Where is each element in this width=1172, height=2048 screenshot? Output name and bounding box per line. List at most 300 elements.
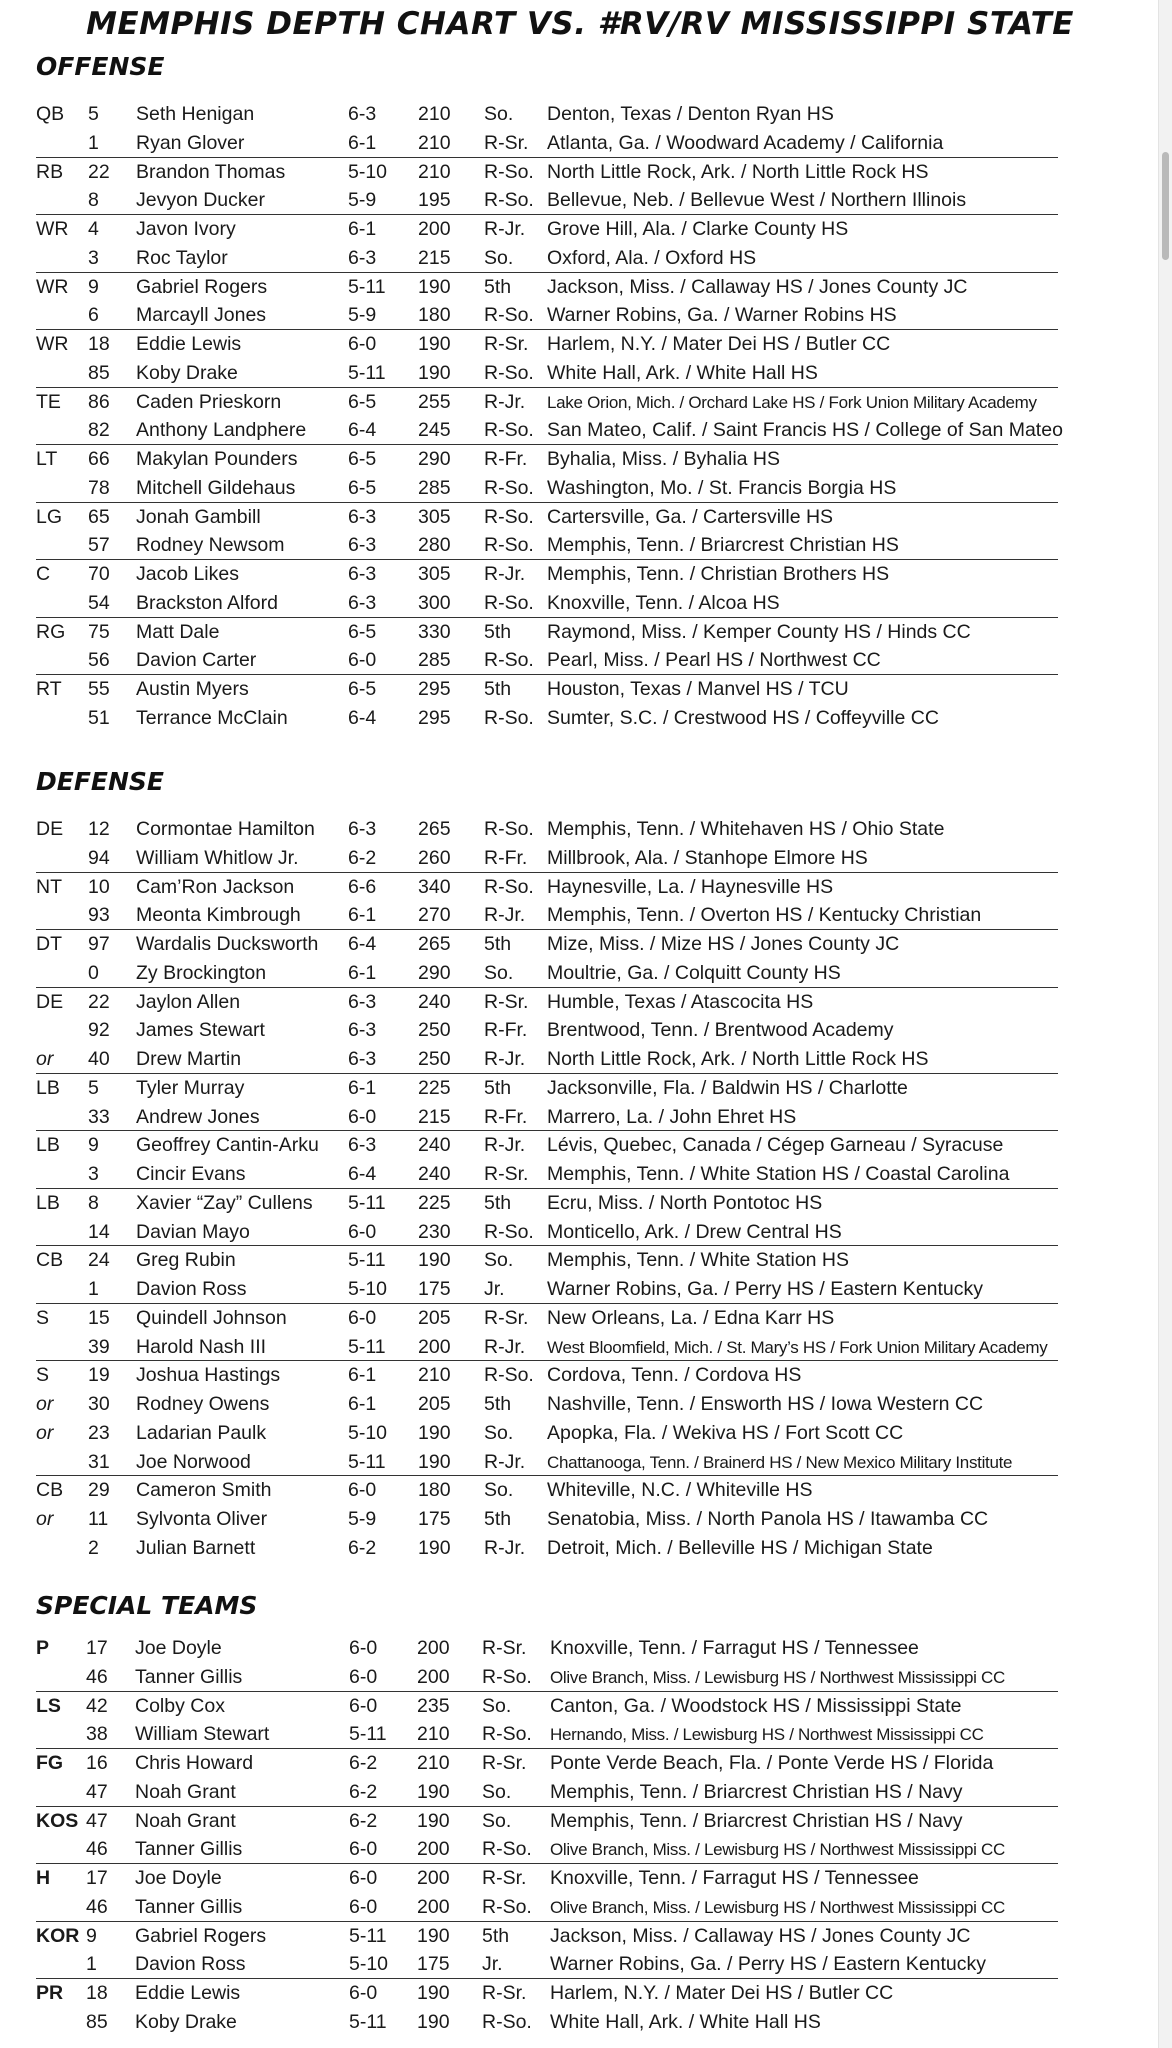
player-name-cell: Koby Drake [135, 2010, 237, 2033]
weight-cell: 285 [418, 476, 451, 499]
jersey-number-cell: 19 [88, 1364, 110, 1387]
roster-row [36, 2008, 1058, 2037]
position-cell: KOS [36, 1809, 79, 1832]
jersey-number-cell: 85 [88, 361, 110, 384]
class-year-cell: R-So. [482, 1665, 532, 1688]
roster-row [36, 646, 1058, 675]
class-year-cell: R-Sr. [482, 1637, 527, 1659]
jersey-number-cell: 30 [88, 1393, 110, 1415]
roster-row [36, 1979, 1058, 2008]
jersey-number-cell: 56 [88, 649, 110, 672]
roster-row [36, 1160, 1058, 1189]
player-name-cell: Marcayll Jones [136, 304, 267, 327]
weight-cell: 180 [418, 304, 451, 327]
class-year-cell: 5th [484, 678, 512, 700]
height-cell: 6-3 [348, 103, 377, 125]
player-name-cell: Anthony Landphere [136, 419, 307, 442]
class-year-cell: 5th [484, 620, 512, 643]
weight-cell: 200 [417, 1895, 450, 1918]
jersey-number-cell: 4 [88, 218, 99, 240]
roster-row [36, 215, 1058, 244]
roster-row [36, 1534, 1058, 1563]
jersey-number-cell: 15 [88, 1306, 110, 1329]
roster-row [36, 1692, 1058, 1721]
roster-row [36, 1304, 1058, 1333]
height-cell: 5-11 [349, 2010, 387, 2033]
position-cell: RB [36, 160, 64, 183]
hometown-cell: White Hall, Ark. / White Hall HS [550, 2010, 821, 2033]
player-name-cell: Matt Dale [136, 620, 220, 643]
hometown-cell: Olive Branch, Miss. / Lewisburg HS / Northwest Mississippi CC [550, 1667, 1005, 1687]
roster-row [36, 416, 1063, 445]
height-cell: 6-0 [349, 1637, 378, 1659]
weight-cell: 215 [418, 1105, 451, 1128]
weight-cell: 200 [417, 1838, 450, 1861]
class-year-cell: R-So. [482, 1723, 532, 1746]
weight-cell: 255 [418, 390, 451, 413]
height-cell: 6-1 [348, 131, 377, 154]
class-year-cell: So. [484, 103, 514, 125]
player-name-cell: Mitchell Gildehaus [136, 476, 296, 499]
jersey-number-cell: 1 [88, 1278, 99, 1300]
class-year-cell: R-Jr. [484, 390, 526, 413]
class-year-cell: Jr. [484, 1278, 505, 1300]
player-name-cell: Brackston Alford [136, 591, 278, 614]
roster-row [36, 301, 1058, 330]
weight-cell: 245 [418, 419, 451, 442]
player-name-cell: Cincir Evans [136, 1163, 246, 1185]
height-cell: 5-11 [349, 1723, 387, 1746]
hometown-cell: Canton, Ga. / Woodstock HS / Mississippi State [550, 1694, 962, 1717]
roster-row [36, 1189, 1058, 1218]
jersey-number-cell: 3 [88, 246, 99, 269]
position-cell: RT [36, 678, 62, 700]
roster-row [36, 1045, 1058, 1074]
height-cell: 6-1 [348, 904, 377, 927]
weight-cell: 200 [417, 1637, 450, 1659]
hometown-cell: Whiteville, N.C. / Whiteville HS [547, 1479, 813, 1502]
jersey-number-cell: 18 [86, 1982, 108, 2004]
hometown-cell: Denton, Texas / Denton Ryan HS [547, 103, 834, 125]
player-name-cell: Tanner Gillis [135, 1665, 243, 1688]
roster-row [36, 589, 1058, 618]
special-teams-heading: SPECIAL TEAMS [36, 1591, 258, 1620]
height-cell: 6-3 [348, 1048, 377, 1070]
class-year-cell: R-Sr. [484, 990, 529, 1013]
class-year-cell: 5th [484, 275, 512, 298]
weight-cell: 190 [417, 1780, 450, 1803]
jersey-number-cell: 70 [88, 563, 110, 585]
defense-heading: DEFENSE [36, 767, 164, 796]
hometown-cell: West Bloomfield, Mich. / St. Mary’s HS / Fork Union Military Academy [547, 1337, 1048, 1357]
roster-row [36, 1448, 1058, 1477]
class-year-cell: 5th [484, 1508, 512, 1530]
class-year-cell: So. [484, 1479, 514, 1502]
roster-row [36, 1016, 1058, 1045]
hometown-cell: Memphis, Tenn. / Overton HS / Kentucky Christian [547, 904, 982, 927]
class-year-cell: R-So. [484, 505, 534, 528]
jersey-number-cell: 5 [88, 103, 99, 125]
jersey-number-cell: 17 [86, 1867, 108, 1889]
jersey-number-cell: 65 [88, 505, 110, 528]
jersey-number-cell: 57 [88, 534, 110, 557]
special-teams-roster [36, 1634, 1058, 2037]
roster-row [36, 844, 1058, 873]
jersey-number-cell: 10 [88, 875, 110, 898]
position-cell: LB [36, 1191, 60, 1214]
roster-row [36, 474, 1058, 503]
height-cell: 6-0 [348, 1220, 377, 1243]
player-name-cell: Geoffrey Cantin-Arku [136, 1134, 319, 1157]
hometown-cell: Ecru, Miss. / North Pontotoc HS [547, 1191, 823, 1214]
weight-cell: 190 [418, 1421, 451, 1444]
hometown-cell: Sumter, S.C. / Crestwood HS / Coffeyville CC [547, 706, 939, 729]
height-cell: 6-5 [348, 620, 377, 643]
hometown-cell: Knoxville, Tenn. / Farragut HS / Tennessee [550, 1867, 919, 1889]
hometown-cell: Jackson, Miss. / Callaway HS / Jones County JC [550, 1924, 971, 1947]
hometown-cell: Lévis, Quebec, Canada / Cégep Garneau / Syracuse [547, 1134, 1004, 1157]
roster-row [36, 560, 1058, 589]
class-year-cell: So. [482, 1694, 512, 1717]
jersey-number-cell: 86 [88, 390, 110, 413]
player-name-cell: Xavier “Zay” Cullens [136, 1191, 313, 1214]
height-cell: 6-5 [348, 390, 377, 413]
player-name-cell: Greg Rubin [136, 1249, 236, 1272]
player-name-cell: Andrew Jones [136, 1105, 260, 1128]
height-cell: 5-11 [348, 275, 386, 298]
player-name-cell: Chris Howard [135, 1752, 254, 1774]
position-cell: H [36, 1867, 51, 1889]
class-year-cell: 5th [484, 1076, 512, 1099]
class-year-cell: R-So. [484, 706, 534, 729]
hometown-cell: Washington, Mo. / St. Francis Borgia HS [547, 476, 897, 499]
weight-cell: 175 [418, 1278, 451, 1300]
scrollbar-track[interactable] [1158, 0, 1172, 2048]
player-name-cell: Jaylon Allen [136, 990, 241, 1013]
class-year-cell: R-Fr. [484, 846, 528, 869]
weight-cell: 200 [417, 1867, 450, 1889]
weight-cell: 190 [417, 2010, 450, 2033]
class-year-cell: 5th [484, 1191, 512, 1214]
weight-cell: 270 [418, 904, 451, 927]
player-name-cell: Davion Ross [136, 1278, 247, 1300]
player-name-cell: James Stewart [136, 1019, 265, 1042]
class-year-cell: R-So. [484, 1220, 534, 1243]
weight-cell: 190 [418, 1450, 451, 1473]
height-cell: 5-11 [349, 1924, 387, 1947]
class-year-cell: So. [484, 1421, 514, 1444]
hometown-cell: Jacksonville, Fla. / Baldwin HS / Charlotte [547, 1076, 908, 1099]
roster-row [36, 244, 1058, 273]
player-name-cell: Gabriel Rogers [136, 275, 268, 298]
roster-row [36, 1663, 1058, 1692]
roster-row [36, 503, 1058, 532]
player-name-cell: Noah Grant [135, 1780, 236, 1803]
roster-row [36, 158, 1058, 187]
player-name-cell: Rodney Newsom [136, 534, 285, 557]
jersey-number-cell: 38 [86, 1723, 108, 1746]
roster-row [36, 1275, 1058, 1304]
height-cell: 6-3 [348, 246, 377, 269]
jersey-number-cell: 66 [88, 448, 110, 470]
weight-cell: 175 [418, 1508, 451, 1530]
class-year-cell: R-Jr. [484, 1134, 526, 1157]
roster-row [36, 388, 1058, 417]
player-name-cell: Jonah Gambill [136, 505, 261, 528]
jersey-number-cell: 51 [88, 706, 110, 729]
hometown-cell: Humble, Texas / Atascocita HS [547, 990, 814, 1013]
jersey-number-cell: 11 [88, 1508, 109, 1530]
player-name-cell: Jevyon Ducker [136, 189, 265, 212]
weight-cell: 180 [418, 1479, 451, 1502]
hometown-cell: North Little Rock, Ark. / North Little Rock HS [547, 1048, 929, 1070]
class-year-cell: R-So. [482, 1838, 532, 1861]
roster-row [36, 988, 1058, 1017]
player-name-cell: Rodney Owens [136, 1393, 270, 1415]
jersey-number-cell: 18 [88, 333, 110, 355]
hometown-cell: Memphis, Tenn. / White Station HS / Coastal Carolina [547, 1163, 1010, 1185]
hometown-cell: Houston, Texas / Manvel HS / TCU [547, 678, 849, 700]
position-cell: DE [36, 818, 64, 840]
weight-cell: 295 [418, 706, 451, 729]
position-cell: QB [36, 103, 65, 125]
class-year-cell: R-So. [484, 875, 534, 898]
roster-row [36, 330, 1058, 359]
height-cell: 6-2 [349, 1752, 378, 1774]
player-name-cell: Drew Martin [136, 1048, 242, 1070]
player-name-cell: Cormontae Hamilton [136, 818, 315, 840]
hometown-cell: Olive Branch, Miss. / Lewisburg HS / Northwest Mississippi CC [550, 1840, 1005, 1860]
hometown-cell: Ponte Verde Beach, Fla. / Ponte Verde HS / Florida [550, 1752, 994, 1774]
jersey-number-cell: 22 [88, 990, 110, 1013]
weight-cell: 265 [418, 818, 451, 840]
class-year-cell: So. [484, 961, 514, 984]
height-cell: 6-2 [349, 1780, 378, 1803]
jersey-number-cell: 94 [88, 846, 110, 869]
height-cell: 6-3 [348, 505, 377, 528]
player-name-cell: Cam’Ron Jackson [136, 875, 295, 898]
height-cell: 6-4 [348, 1163, 377, 1185]
roster-row [36, 1864, 1058, 1893]
player-name-cell: Gabriel Rogers [135, 1924, 267, 1947]
height-cell: 6-1 [348, 961, 377, 984]
weight-cell: 210 [418, 103, 451, 125]
class-year-cell: R-So. [484, 649, 534, 672]
hometown-cell: Olive Branch, Miss. / Lewisburg HS / Northwest Mississippi CC [550, 1897, 1005, 1917]
player-name-cell: Roc Taylor [136, 246, 228, 269]
hometown-cell: Monticello, Ark. / Drew Central HS [547, 1220, 842, 1243]
class-year-cell: R-Sr. [482, 1982, 527, 2004]
class-year-cell: R-Jr. [484, 1048, 526, 1070]
class-year-cell: So. [482, 1809, 512, 1832]
position-cell: LS [36, 1694, 61, 1717]
weight-cell: 190 [418, 1536, 451, 1559]
class-year-cell: R-Jr. [484, 1536, 526, 1559]
height-cell: 6-3 [348, 563, 377, 585]
jersey-number-cell: 33 [88, 1105, 110, 1128]
hometown-cell: Pearl, Miss. / Pearl HS / Northwest CC [547, 649, 881, 672]
roster-row [36, 1390, 1058, 1419]
player-name-cell: William Stewart [135, 1723, 270, 1746]
jersey-number-cell: 22 [88, 160, 110, 183]
weight-cell: 215 [418, 246, 451, 269]
hometown-cell: Memphis, Tenn. / Whitehaven HS / Ohio State [547, 818, 945, 840]
roster-row [36, 815, 1058, 844]
weight-cell: 195 [418, 189, 451, 212]
player-name-cell: Joe Doyle [135, 1637, 222, 1659]
roster-row [36, 959, 1058, 988]
class-year-cell: R-Jr. [484, 563, 526, 585]
hometown-cell: Jackson, Miss. / Callaway HS / Jones County JC [547, 275, 968, 298]
jersey-number-cell: 9 [88, 275, 99, 298]
jersey-number-cell: 46 [86, 1895, 108, 1918]
weight-cell: 285 [418, 649, 451, 672]
jersey-number-cell: 40 [88, 1048, 110, 1070]
jersey-number-cell: 31 [88, 1450, 110, 1473]
hometown-cell: San Mateo, Calif. / Saint Francis HS / College of San Mateo [547, 419, 1063, 442]
height-cell: 6-0 [348, 1105, 377, 1128]
height-cell: 6-5 [348, 678, 377, 700]
jersey-number-cell: 55 [88, 678, 110, 700]
class-year-cell: R-Sr. [484, 333, 529, 355]
player-name-cell: Davian Mayo [136, 1220, 250, 1243]
weight-cell: 295 [418, 678, 451, 700]
jersey-number-cell: 24 [88, 1249, 110, 1272]
height-cell: 5-9 [348, 1508, 377, 1530]
position-cell: LG [36, 505, 63, 528]
jersey-number-cell: 85 [86, 2010, 108, 2033]
height-cell: 6-3 [348, 1019, 377, 1042]
jersey-number-cell: 54 [88, 591, 110, 614]
height-cell: 6-0 [348, 1306, 377, 1329]
player-name-cell: Wardalis Ducksworth [136, 933, 319, 955]
jersey-number-cell: 8 [88, 1191, 99, 1214]
position-cell: LT [36, 448, 58, 470]
class-year-cell: R-So. [484, 419, 534, 442]
hometown-cell: Chattanooga, Tenn. / Brainerd HS / New Mexico Military Institute [547, 1452, 1013, 1472]
class-year-cell: R-Jr. [484, 904, 526, 927]
jersey-number-cell: 9 [86, 1924, 97, 1947]
position-cell: LB [36, 1134, 60, 1157]
hometown-cell: Brentwood, Tenn. / Brentwood Academy [547, 1019, 894, 1042]
hometown-cell: Haynesville, La. / Haynesville HS [547, 875, 834, 898]
roster-row [36, 1246, 1058, 1275]
class-year-cell: R-So. [484, 304, 534, 327]
class-year-cell: So. [484, 1249, 514, 1272]
jersey-number-cell: 93 [88, 904, 110, 927]
player-name-cell: Harold Nash III [136, 1335, 267, 1358]
jersey-number-cell: 9 [88, 1134, 99, 1157]
height-cell: 6-3 [348, 818, 377, 840]
hometown-cell: Harlem, N.Y. / Mater Dei HS / Butler CC [547, 333, 891, 355]
hometown-cell: Warner Robins, Ga. / Perry HS / Eastern Kentucky [547, 1278, 984, 1300]
position-cell: S [36, 1364, 50, 1387]
roster-row [36, 1950, 1058, 1979]
class-year-cell: R-So. [484, 591, 534, 614]
roster-row [36, 1103, 1058, 1132]
hometown-cell: Warner Robins, Ga. / Perry HS / Eastern Kentucky [550, 1953, 987, 1976]
hometown-cell: North Little Rock, Ark. / North Little Rock HS [547, 160, 929, 183]
player-name-cell: Koby Drake [136, 361, 238, 384]
height-cell: 5-9 [348, 304, 377, 327]
class-year-cell: R-Jr. [484, 218, 526, 240]
roster-row [36, 618, 1058, 647]
weight-cell: 200 [418, 1335, 451, 1358]
roster-row [36, 1476, 1058, 1505]
weight-cell: 240 [418, 990, 451, 1013]
player-name-cell: Eddie Lewis [135, 1982, 241, 2004]
jersey-number-cell: 16 [86, 1752, 108, 1774]
player-name-cell: Joe Norwood [136, 1450, 251, 1473]
height-cell: 6-1 [348, 1364, 377, 1387]
class-year-cell: R-Jr. [484, 1335, 526, 1358]
hometown-cell: Raymond, Miss. / Kemper County HS / Hinds CC [547, 620, 971, 643]
weight-cell: 205 [418, 1393, 451, 1415]
class-year-cell: R-So. [482, 2010, 532, 2033]
player-name-cell: Quindell Johnson [136, 1306, 287, 1329]
weight-cell: 210 [418, 160, 451, 183]
height-cell: 5-10 [348, 1278, 388, 1300]
weight-cell: 225 [418, 1191, 451, 1214]
jersey-number-cell: 6 [88, 304, 99, 327]
weight-cell: 190 [417, 1924, 450, 1947]
class-year-cell: R-So. [484, 361, 534, 384]
class-year-cell: R-Sr. [484, 1163, 529, 1185]
position-cell: C [36, 563, 51, 585]
position-cell: CB [36, 1249, 64, 1272]
class-year-cell: R-So. [484, 818, 534, 840]
hometown-cell: Byhalia, Miss. / Byhalia HS [547, 448, 781, 470]
scrollbar-thumb[interactable] [1162, 152, 1169, 260]
player-name-cell: Joe Doyle [135, 1867, 222, 1889]
height-cell: 6-3 [348, 591, 377, 614]
weight-cell: 200 [417, 1665, 450, 1688]
hometown-cell: Marrero, La. / John Ehret HS [547, 1105, 797, 1128]
weight-cell: 305 [418, 563, 451, 585]
player-name-cell: Meonta Kimbrough [136, 904, 301, 927]
player-name-cell: Austin Myers [136, 678, 249, 700]
hometown-cell: Mize, Miss. / Mize HS / Jones County JC [547, 933, 900, 955]
roster-row [36, 930, 1058, 959]
class-year-cell: R-Sr. [484, 131, 529, 154]
weight-cell: 250 [418, 1048, 451, 1070]
roster-row [36, 445, 1058, 474]
player-name-cell: Javon Ivory [136, 218, 236, 240]
hometown-cell: Detroit, Mich. / Belleville HS / Michigan State [547, 1536, 933, 1559]
weight-cell: 305 [418, 505, 451, 528]
class-year-cell: R-So. [484, 476, 534, 499]
class-year-cell: R-So. [484, 160, 534, 183]
height-cell: 6-0 [349, 1867, 378, 1889]
class-year-cell: R-So. [484, 1364, 534, 1387]
weight-cell: 330 [418, 620, 451, 643]
class-year-cell: R-Sr. [482, 1752, 527, 1774]
class-year-cell: R-So. [482, 1895, 532, 1918]
roster-row [36, 1749, 1058, 1778]
player-name-cell: Colby Cox [135, 1694, 225, 1717]
height-cell: 6-2 [348, 846, 377, 869]
position-cell: S [36, 1306, 50, 1329]
player-name-cell: Tanner Gillis [135, 1838, 243, 1861]
jersey-number-cell: 47 [86, 1780, 108, 1803]
position-cell: CB [36, 1479, 64, 1502]
hometown-cell: Moultrie, Ga. / Colquitt County HS [547, 961, 841, 984]
jersey-number-cell: 17 [86, 1637, 108, 1659]
roster-row [36, 1778, 1058, 1807]
roster-row [36, 1131, 1058, 1160]
jersey-number-cell: 75 [88, 620, 110, 643]
roster-row [36, 675, 1058, 704]
